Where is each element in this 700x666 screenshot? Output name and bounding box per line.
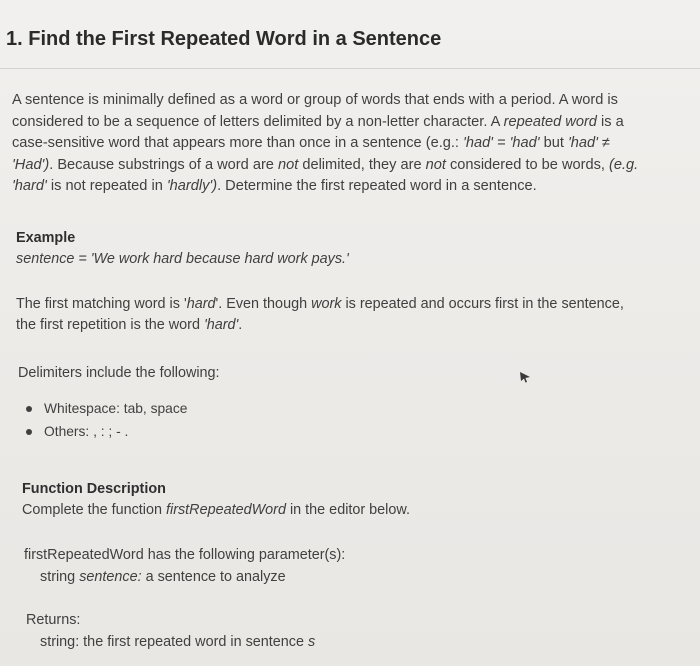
- intro-text: case-sensitive word that appears more than once in a sentence (e.g.:: [12, 135, 464, 151]
- explanation-emphasis: work: [311, 296, 342, 312]
- function-description-body: Complete the function: [22, 502, 166, 518]
- intro-emphasis: 'had' ≠: [567, 135, 610, 151]
- explanation-emphasis: hard: [186, 296, 216, 312]
- function-description-body: in the editor below.: [285, 502, 410, 518]
- delimiters-intro: Delimiters include the following:: [18, 365, 220, 381]
- explanation-text: .: [238, 317, 243, 333]
- mouse-pointer-icon: [518, 370, 532, 384]
- intro-emphasis: 'hardly'): [166, 178, 218, 194]
- intro-text: delimited, they are: [298, 156, 426, 173]
- parameter-type: string: [40, 569, 80, 585]
- parameters-heading: firstRepeatedWord has the following parameter(s):: [24, 547, 346, 563]
- parameter-description: a sentence to analyze: [141, 569, 286, 585]
- intro-text: . Determine the first repeated word in a sentence.: [217, 178, 537, 194]
- function-description-heading: Function Description: [22, 481, 166, 497]
- title-divider: [0, 68, 700, 69]
- intro-emphasis: 'hard': [12, 178, 47, 194]
- list-item: [22, 420, 187, 443]
- intro-paragraph: [12, 90, 688, 198]
- parameter-line: [40, 567, 286, 588]
- bullet-icon: [26, 406, 32, 412]
- function-name: firstRepeatedWord: [166, 502, 286, 518]
- intro-text: . Because substrings of a word are: [49, 156, 278, 173]
- returns-variable: s: [307, 634, 316, 650]
- explanation-text: The first matching word is ': [16, 296, 187, 312]
- returns-heading: Returns:: [26, 612, 81, 628]
- delimiters-list: [22, 397, 187, 443]
- list-item-text: Others: , : ; - .: [44, 424, 129, 439]
- intro-emphasis: 'Had'): [12, 156, 50, 173]
- list-item-text: Whitespace: tab, space: [44, 401, 188, 416]
- explanation-paragraph: [16, 294, 688, 336]
- intro-text: considered to be a sequence of letters delimited by a non-letter character. A: [12, 113, 504, 130]
- example-heading: Example: [16, 230, 76, 246]
- returns-line: [40, 632, 315, 653]
- explanation-text: '. Even though: [215, 296, 312, 312]
- returns-text: string: the first repeated word in sentence: [40, 634, 308, 650]
- intro-text: is a: [596, 113, 624, 130]
- intro-text: considered to be words,: [445, 156, 609, 173]
- explanation-text: the first repetition is the word: [16, 317, 204, 333]
- function-description-text: [22, 500, 410, 521]
- list-item: [22, 397, 187, 420]
- parameter-name: sentence:: [79, 569, 142, 585]
- intro-line-1: A sentence is minimally defined as a word or group of words that ends with a period. A word is: [12, 92, 618, 108]
- explanation-text: is repeated and occurs first in the sentence,: [341, 296, 624, 312]
- example-sentence: sentence = 'We work hard because hard work pays.': [16, 251, 349, 267]
- explanation-emphasis: 'hard': [203, 317, 239, 333]
- intro-emphasis: (e.g.: [609, 156, 639, 173]
- intro-emphasis: not: [425, 156, 446, 173]
- intro-text: but: [539, 135, 568, 151]
- bullet-icon: [26, 429, 32, 435]
- intro-emphasis: not: [277, 156, 299, 173]
- page-title: 1. Find the First Repeated Word in a Sentence: [6, 28, 442, 50]
- intro-text: is not repeated in: [46, 178, 167, 194]
- intro-emphasis: 'had' = 'had': [463, 135, 540, 151]
- intro-emphasis: repeated word: [503, 113, 597, 130]
